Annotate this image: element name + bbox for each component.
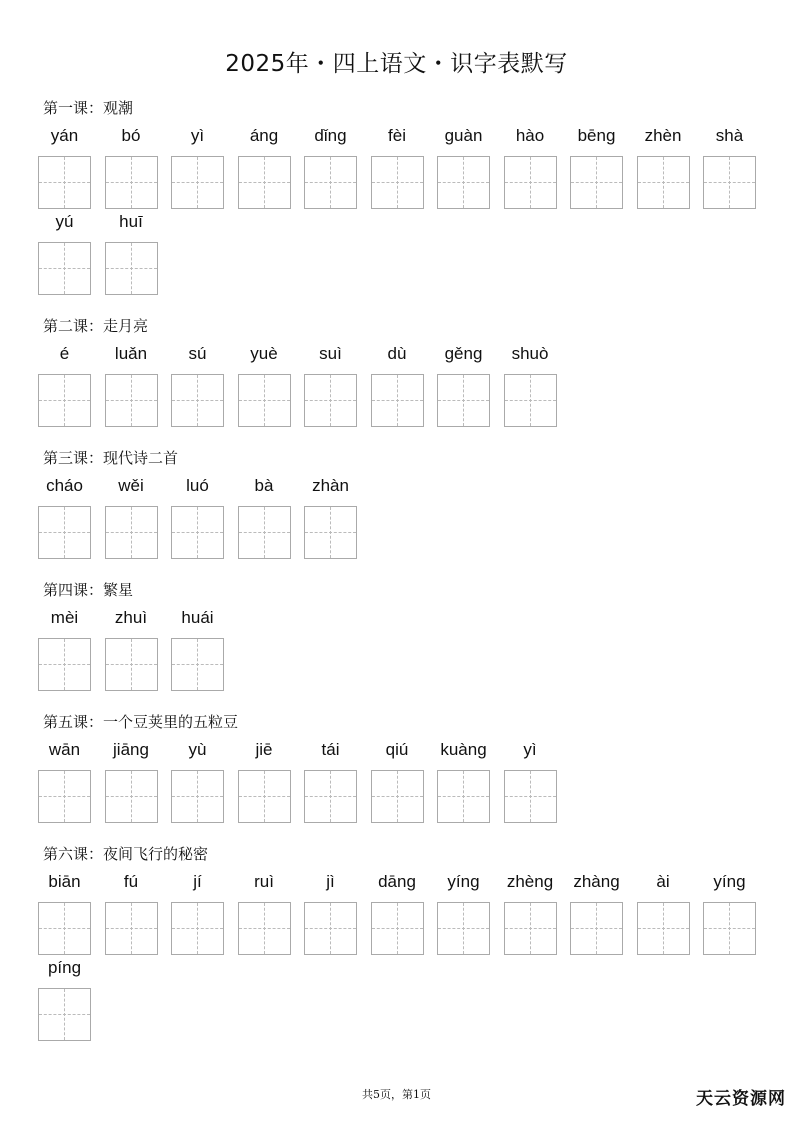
character-cell [171, 869, 224, 955]
lesson-section [38, 839, 778, 1041]
character-cell [703, 123, 756, 209]
pinyin-label: yù [188, 740, 207, 759]
tianzige-writing-box[interactable] [371, 770, 424, 823]
pinyin-label: ài [656, 872, 670, 891]
character-cell [238, 473, 291, 559]
pinyin-label: kuàng [440, 740, 487, 759]
pinyin-label: gěng [444, 344, 483, 363]
pinyin-label: suì [319, 344, 342, 363]
page-title: 2025年・四上语文・识字表默写 [225, 51, 568, 77]
character-cell [304, 123, 357, 209]
pinyin-label: yíng [713, 872, 746, 891]
character-cell [171, 341, 224, 427]
tianzige-writing-box[interactable] [38, 638, 91, 691]
tianzige-writing-box[interactable] [171, 506, 224, 559]
tianzige-writing-box[interactable] [105, 506, 158, 559]
tianzige-writing-box[interactable] [105, 156, 158, 209]
character-cell [105, 341, 158, 427]
character-cell [637, 869, 690, 955]
character-cell [504, 869, 557, 955]
pinyin-label: wān [48, 740, 81, 759]
lesson-heading: 第五课：一个豆荚里的五粒豆 [43, 713, 239, 731]
writing-grid [38, 869, 778, 1041]
writing-grid [38, 123, 778, 295]
tianzige-writing-box[interactable] [238, 156, 291, 209]
pinyin-label: guàn [444, 126, 483, 145]
character-cell [703, 869, 756, 955]
character-cell [105, 473, 158, 559]
tianzige-writing-box[interactable] [304, 156, 357, 209]
pinyin-label: mèi [50, 608, 79, 627]
tianzige-writing-box[interactable] [38, 156, 91, 209]
pinyin-label: yì [190, 126, 205, 145]
tianzige-writing-box[interactable] [38, 242, 91, 295]
character-cell [38, 341, 91, 427]
character-cell [38, 869, 91, 955]
character-cell [38, 737, 91, 823]
character-cell [38, 209, 91, 295]
pinyin-label: yán [50, 126, 79, 145]
pinyin-label: jí [193, 872, 202, 891]
tianzige-writing-box[interactable] [371, 902, 424, 955]
watermark-logo: 天云资源网 [696, 1089, 786, 1109]
pinyin-label: bēng [577, 126, 616, 145]
pinyin-label: yú [55, 212, 74, 231]
tianzige-writing-box[interactable] [171, 374, 224, 427]
tianzige-writing-box[interactable] [105, 638, 158, 691]
tianzige-writing-box[interactable] [304, 902, 357, 955]
lesson-section [38, 707, 778, 823]
pinyin-label: bà [254, 476, 274, 495]
character-cell [238, 869, 291, 955]
pinyin-label: dǐng [314, 126, 347, 145]
pinyin-label: tái [321, 740, 340, 759]
pinyin-label: sú [188, 344, 207, 363]
lesson-section [38, 311, 778, 427]
character-cell [105, 123, 158, 209]
character-cell [437, 869, 490, 955]
pinyin-label: biān [48, 872, 81, 891]
character-cell [437, 341, 490, 427]
character-cell [570, 869, 623, 955]
character-cell [504, 737, 557, 823]
lesson-heading: 第二课：走月亮 [43, 317, 149, 335]
tianzige-writing-box[interactable] [437, 902, 490, 955]
tianzige-writing-box[interactable] [570, 156, 623, 209]
writing-grid [38, 473, 778, 559]
pinyin-label: huī [119, 212, 143, 231]
tianzige-writing-box[interactable] [105, 374, 158, 427]
tianzige-writing-box[interactable] [570, 902, 623, 955]
tianzige-writing-box[interactable] [38, 770, 91, 823]
character-cell [637, 123, 690, 209]
character-cell [105, 737, 158, 823]
character-cell [371, 123, 424, 209]
tianzige-writing-box[interactable] [105, 902, 158, 955]
lesson-heading: 第六课：夜间飞行的秘密 [43, 845, 209, 863]
tianzige-writing-box[interactable] [371, 374, 424, 427]
pinyin-label: luǎn [114, 344, 148, 363]
tianzige-writing-box[interactable] [105, 242, 158, 295]
character-cell [304, 737, 357, 823]
pinyin-label: luó [186, 476, 209, 495]
pinyin-label: cháo [46, 476, 83, 495]
tianzige-writing-box[interactable] [238, 770, 291, 823]
tianzige-writing-box[interactable] [238, 374, 291, 427]
lesson-heading: 第一课：观潮 [43, 99, 134, 117]
pinyin-label: é [59, 344, 70, 363]
character-cell [371, 869, 424, 955]
tianzige-writing-box[interactable] [437, 156, 490, 209]
pinyin-label: zhàng [573, 872, 620, 891]
tianzige-writing-box[interactable] [304, 770, 357, 823]
writing-grid [38, 605, 778, 691]
character-cell [437, 737, 490, 823]
pinyin-label: fú [123, 872, 139, 891]
pinyin-label: qiú [385, 740, 409, 759]
character-cell [304, 869, 357, 955]
pinyin-label: zhèn [644, 126, 682, 145]
lesson-section [38, 93, 778, 295]
character-cell [437, 123, 490, 209]
pinyin-label: zhuì [114, 608, 148, 627]
character-cell [105, 209, 158, 295]
pinyin-label: jiē [255, 740, 273, 759]
character-cell [38, 123, 91, 209]
character-cell [304, 473, 357, 559]
tianzige-writing-box[interactable] [703, 156, 756, 209]
character-cell [371, 341, 424, 427]
tianzige-writing-box[interactable] [304, 374, 357, 427]
pinyin-label: shà [715, 126, 744, 145]
character-cell [171, 123, 224, 209]
tianzige-writing-box[interactable] [105, 770, 158, 823]
tianzige-writing-box[interactable] [437, 770, 490, 823]
tianzige-writing-box[interactable] [38, 988, 91, 1041]
lesson-section [38, 443, 778, 559]
pinyin-label: jiāng [113, 740, 149, 759]
character-cell [504, 123, 557, 209]
character-cell [38, 605, 91, 691]
lesson-heading: 第四课：繁星 [43, 581, 134, 599]
pinyin-label: huái [181, 608, 214, 627]
pinyin-label: zhèng [506, 872, 554, 891]
pinyin-label: ruì [254, 872, 274, 891]
tianzige-writing-box[interactable] [171, 902, 224, 955]
pinyin-label: dù [387, 344, 407, 363]
character-cell [38, 955, 91, 1041]
pinyin-label: zhàn [312, 476, 349, 495]
character-cell [238, 123, 291, 209]
writing-grid [38, 341, 778, 427]
tianzige-writing-box[interactable] [637, 902, 690, 955]
tianzige-writing-box[interactable] [371, 156, 424, 209]
tianzige-writing-box[interactable] [504, 156, 557, 209]
tianzige-writing-box[interactable] [171, 156, 224, 209]
character-cell [504, 341, 557, 427]
tianzige-writing-box[interactable] [637, 156, 690, 209]
pinyin-label: píng [47, 958, 82, 977]
pinyin-label: hào [515, 126, 545, 145]
tianzige-writing-box[interactable] [504, 770, 557, 823]
pinyin-label: bó [121, 126, 141, 145]
pinyin-label: fèi [388, 126, 406, 145]
pinyin-label: wěi [118, 476, 144, 495]
lesson-list [38, 93, 778, 1057]
character-cell [238, 341, 291, 427]
character-cell [38, 473, 91, 559]
pinyin-label: yíng [447, 872, 480, 891]
tianzige-writing-box[interactable] [437, 374, 490, 427]
tianzige-writing-box[interactable] [504, 374, 557, 427]
pinyin-label: dāng [378, 872, 416, 891]
character-cell [105, 869, 158, 955]
character-cell [171, 605, 224, 691]
tianzige-writing-box[interactable] [238, 902, 291, 955]
tianzige-writing-box[interactable] [171, 770, 224, 823]
pinyin-label: yì [523, 740, 537, 759]
writing-grid [38, 737, 778, 823]
tianzige-writing-box[interactable] [703, 902, 756, 955]
tianzige-writing-box[interactable] [38, 506, 91, 559]
page-number: 共5页，第1页 [362, 1088, 431, 1101]
character-cell [171, 473, 224, 559]
pinyin-label: yuè [250, 344, 278, 363]
pinyin-label: jì [326, 872, 335, 891]
pinyin-label: áng [249, 126, 279, 145]
character-cell [171, 737, 224, 823]
tianzige-writing-box[interactable] [504, 902, 557, 955]
character-cell [304, 341, 357, 427]
character-cell [105, 605, 158, 691]
character-cell [238, 737, 291, 823]
tianzige-writing-box[interactable] [171, 638, 224, 691]
tianzige-writing-box[interactable] [238, 506, 291, 559]
tianzige-writing-box[interactable] [304, 506, 357, 559]
tianzige-writing-box[interactable] [38, 902, 91, 955]
character-cell [371, 737, 424, 823]
lesson-heading: 第三课：现代诗二首 [43, 449, 179, 467]
character-cell [570, 123, 623, 209]
pinyin-label: shuò [511, 344, 549, 363]
lesson-section [38, 575, 778, 691]
tianzige-writing-box[interactable] [38, 374, 91, 427]
